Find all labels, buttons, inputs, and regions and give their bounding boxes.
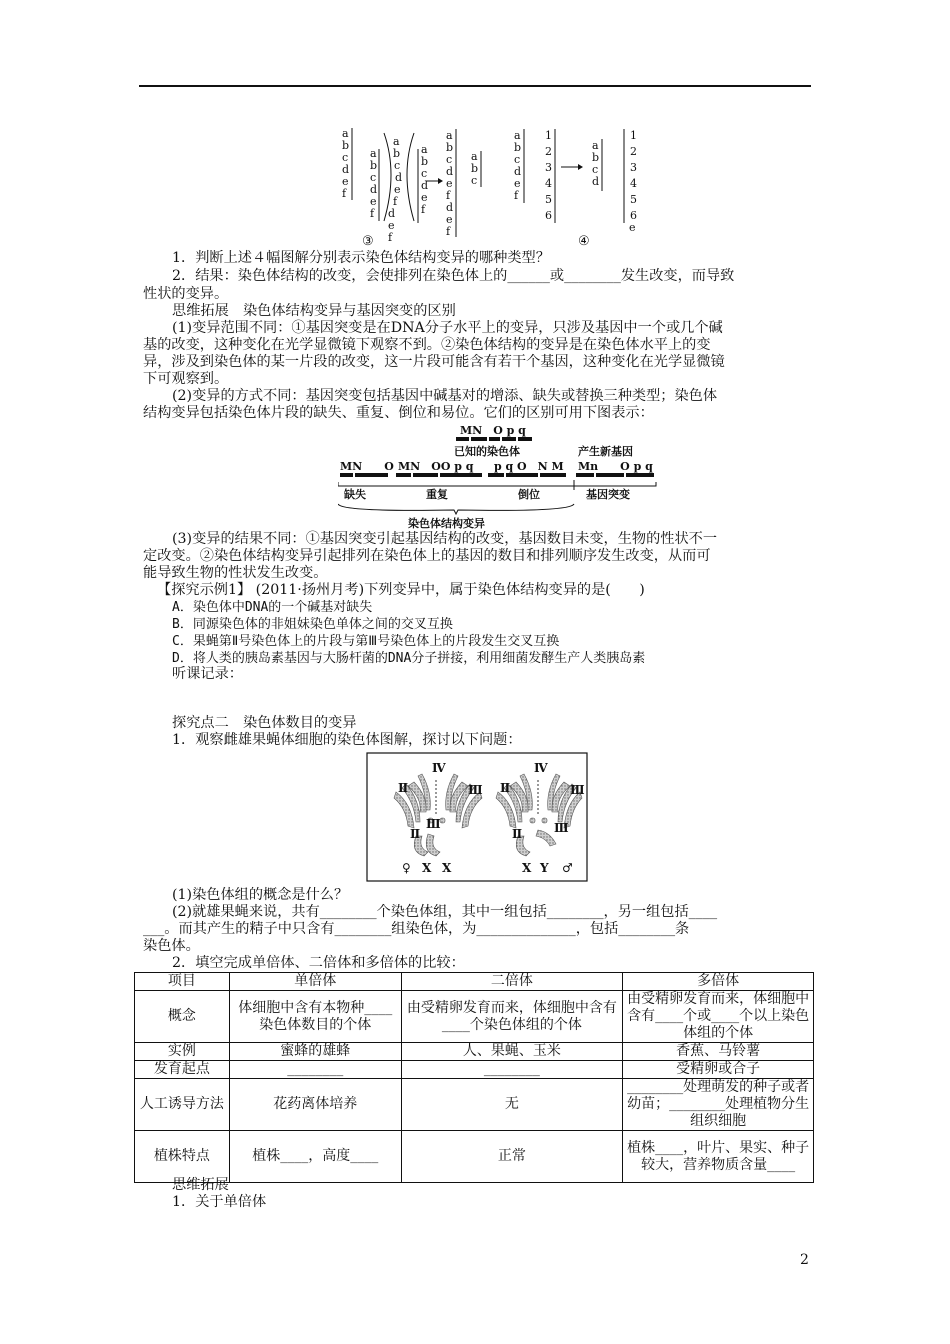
table-cell: 概念 [135, 991, 230, 1043]
svg-text:a: a [342, 127, 349, 140]
sub-question-1: (1)染色体组的概念是什么？ [172, 887, 349, 903]
para-2: (2)变异的方式不同：基因突变包括基因中碱基对的增添、缺失或替换三种类型；染色体 [172, 388, 718, 404]
svg-text:c: c [370, 171, 377, 184]
table-cell: 植株____，高度____ [229, 1131, 401, 1183]
para-1-line2: 基的改变，这种变化在光学显微镜下观察不到。②染色体结构的变异是在染色体水平上的变 [143, 337, 711, 353]
option-b: B．同源染色体的非姐妹染色单体之间的交叉互换 [172, 617, 453, 632]
table-cell: 人工诱导方法 [135, 1079, 230, 1131]
table-cell: 植株特点 [135, 1131, 230, 1183]
svg-text:♂: ♂ [562, 861, 573, 875]
svg-text:b: b [446, 141, 454, 154]
table-cell: 无 [401, 1079, 623, 1131]
svg-text:c: c [471, 174, 478, 187]
table-cell: 实例 [135, 1043, 230, 1061]
svg-text:p q O N M: p q O N M [494, 460, 564, 473]
svg-text:f: f [388, 231, 393, 244]
table-cell: 正常 [401, 1131, 623, 1183]
about-haploid: 1．关于单倍体 [172, 1194, 267, 1210]
svg-text:e: e [388, 219, 395, 232]
svg-text:Ⅱ: Ⅱ [512, 827, 523, 841]
think-extension-2-title: 思维拓展 [172, 1177, 229, 1193]
svg-text:Ⅲ: Ⅲ [426, 817, 441, 831]
table-cell: ________处理萌发的种子或者幼苗；________处理植物分生组织细胞 [623, 1079, 814, 1131]
svg-text:c: c [421, 167, 428, 180]
svg-text:Mn O p q: Mn O p q [578, 460, 653, 473]
fig3-original-chromosome [342, 127, 352, 200]
svg-text:5: 5 [630, 193, 637, 206]
svg-text:1: 1 [630, 129, 637, 142]
sub-question-2: (2)就雄果蝇来说，共有________个染色体组，其中一组包括________，另一组包括____ [172, 904, 718, 920]
table-cell: 由受精卵发育而来，体细胞中含有____个染色体组的个体 [401, 991, 623, 1043]
table-cell: 由受精卵发育而来，体细胞中含有____个或____个以上染色体组的个体 [623, 991, 814, 1043]
svg-text:b: b [471, 162, 479, 175]
para-3-line2: 定改变。②染色体结构变异引起排列在染色体上的基因的数目和排列顺序发生改变，从而可 [143, 548, 711, 564]
para-1: (1)变异范围不同：①基因突变是在DNA分子水平上的变异，只涉及基因中一个或几个碱 [172, 320, 723, 336]
svg-text:2: 2 [630, 145, 637, 158]
fig3-crossing-chromosomes [384, 133, 428, 244]
svg-text:3: 3 [545, 161, 552, 174]
header-rule [139, 85, 811, 87]
svg-text:a: a [393, 135, 400, 148]
table-cell: 受精卵或合子 [623, 1061, 814, 1079]
table-header-cell: 多倍体 [623, 973, 814, 991]
svg-text:a: a [370, 147, 377, 160]
svg-text:Ⅳ: Ⅳ [432, 761, 446, 775]
variant-chromosome-bars [340, 473, 654, 477]
svg-text:1: 1 [545, 129, 552, 142]
svg-text:b: b [514, 141, 522, 154]
svg-text:c: c [514, 153, 521, 166]
svg-text:Ⅳ: Ⅳ [534, 761, 548, 775]
ploidy-comparison-table [134, 972, 814, 1183]
svg-text:a: a [446, 129, 453, 142]
svg-text:f: f [342, 187, 347, 200]
table-row [135, 1061, 814, 1079]
question-2: 2．结果：染色体结构的改变，会使排列在染色体上的______或________发生改变，而导致 [172, 268, 735, 284]
para-1-line4: 下可观察到。 [143, 371, 229, 387]
svg-text:f: f [446, 225, 451, 238]
question-2-cont: 性状的变异。 [143, 286, 229, 302]
svg-text:a: a [592, 139, 599, 152]
svg-text:a: a [421, 143, 428, 156]
think-extension-title: 思维拓展 染色体结构变异与基因突变的区别 [172, 303, 456, 319]
option-d: D．将人类的胰岛素基因与大肠杆菌的DNA分子拼接，利用细菌发酵生产人类胰岛素 [172, 651, 646, 666]
svg-text:f: f [514, 189, 519, 202]
table-cell: 植株____，叶片、果实、种子较大，营养物质含量____ [623, 1131, 814, 1183]
table-row [135, 991, 814, 1043]
option-a: A．染色体中DNA的一个碱基对缺失 [172, 600, 373, 615]
variation-comparison-figure [338, 424, 658, 530]
svg-text:d: d [421, 179, 429, 192]
svg-text:f: f [370, 207, 375, 220]
svg-text:MN O: MN O [340, 460, 394, 473]
svg-text:5: 5 [545, 193, 552, 206]
chromosome-variation-figure-3-4 [330, 125, 650, 250]
svg-text:c: c [394, 159, 401, 172]
svg-text:e: e [421, 191, 428, 204]
svg-text:e: e [446, 177, 453, 190]
table-row [135, 973, 814, 991]
svg-text:b: b [393, 147, 401, 160]
svg-text:Ⅱ: Ⅱ [410, 827, 421, 841]
svg-text:b: b [592, 151, 600, 164]
svg-text:d: d [395, 171, 403, 184]
table-cell: 香蕉、马铃薯 [623, 1043, 814, 1061]
svg-text:Ⅲ: Ⅲ [554, 821, 569, 835]
svg-text:c: c [592, 163, 599, 176]
svg-text:d: d [388, 207, 396, 220]
sub-question-2-line3: 染色体。 [143, 938, 200, 954]
svg-text:b: b [342, 139, 350, 152]
option-c: C．果蝇第Ⅱ号染色体上的片段与第Ⅲ号染色体上的片段发生交叉互换 [172, 634, 560, 649]
fruit-fly-chromosome-figure [366, 752, 588, 882]
fig4-chromosomes [514, 129, 637, 234]
svg-text:X: X [522, 861, 532, 875]
svg-text:c: c [342, 151, 349, 164]
svg-text:d: d [592, 175, 600, 188]
fig3-result-chromosomes [426, 129, 481, 238]
svg-text:e: e [514, 177, 521, 190]
svg-text:6: 6 [545, 209, 552, 222]
svg-text:d: d [446, 201, 454, 214]
svg-text:b: b [421, 155, 429, 168]
table-cell: 蜜蜂的雄蜂 [229, 1043, 401, 1061]
svg-text:MN O p q: MN O p q [460, 424, 526, 437]
svg-text:4: 4 [630, 177, 637, 190]
svg-text:Y: Y [540, 861, 549, 875]
svg-text:重复: 重复 [426, 488, 448, 501]
table-cell: 体细胞中含有本物种____染色体数目的个体 [229, 991, 401, 1043]
svg-text:d: d [514, 165, 522, 178]
svg-text:缺失: 缺失 [344, 488, 366, 501]
svg-text:Ⅱ: Ⅱ [398, 781, 409, 795]
page-number: 2 [800, 1252, 809, 1268]
svg-text:f: f [446, 189, 451, 202]
svg-text:a: a [471, 150, 478, 163]
svg-text:MN OO p q: MN OO p q [398, 460, 474, 473]
svg-text:Ⅲ: Ⅲ [468, 783, 483, 797]
svg-text:e: e [394, 183, 401, 196]
example-1-question: 【探究示例1】 (2011·扬州月考)下列变异中，属于染色体结构变异的是( ) [157, 582, 645, 598]
question-1: 1．判断上述４幅图解分别表示染色体结构变异的哪种类型？ [172, 250, 550, 266]
svg-text:③: ③ [362, 234, 374, 249]
table-row [135, 1131, 814, 1183]
table-row [135, 1043, 814, 1061]
svg-text:基因突变: 基因突变 [586, 488, 630, 501]
fig3-second-chromosome [370, 147, 379, 221]
para-1-line3: 异，涉及到染色体的某一片段的改变，这一片段可能含有若干个基因，这种变化在光学显微镜 [143, 354, 725, 370]
svg-text:Ⅱ: Ⅱ [500, 781, 511, 795]
svg-text:b: b [370, 159, 378, 172]
para-3: (3)变异的结果不同：①基因突变引起基因结构的改变，基因数目未变，生物的性状不一 [172, 531, 718, 547]
svg-text:a: a [514, 129, 521, 142]
svg-text:d: d [370, 183, 378, 196]
svg-text:c: c [446, 153, 453, 166]
svg-text:倒位: 倒位 [518, 488, 540, 501]
para-2-line2: 结构变异包括染色体片段的缺失、重复、倒位和易位。它们的区别可用下图表示： [143, 405, 654, 421]
svg-text:e: e [446, 213, 453, 226]
svg-text:已知的染色体: 已知的染色体 [454, 445, 520, 458]
svg-text:染色体结构变异: 染色体结构变异 [408, 517, 485, 530]
section-2-question-1: 1．观察雌雄果蝇体细胞的染色体图解，探讨以下问题： [172, 732, 522, 748]
svg-text:6: 6 [630, 209, 637, 222]
svg-text:产生新基因: 产生新基因 [578, 445, 633, 458]
svg-text:3: 3 [630, 161, 637, 174]
table-cell: 花药离体培养 [229, 1079, 401, 1131]
class-notes: 听课记录： [172, 666, 243, 682]
known-chromosome-bar [456, 437, 532, 441]
sub-question-2-line2: ___。而其产生的精子中只含有________组染色体，为______________，包括________条 [143, 921, 690, 937]
svg-text:d: d [342, 163, 350, 176]
svg-text:f: f [421, 203, 426, 216]
table-cell: 发育起点 [135, 1061, 230, 1079]
svg-text:d: d [446, 165, 454, 178]
section-2-title: 探究点二 染色体数目的变异 [172, 715, 357, 731]
svg-text:4: 4 [545, 177, 552, 190]
table-header-cell: 二倍体 [401, 973, 623, 991]
svg-text:e: e [629, 221, 636, 234]
svg-text:e: e [370, 195, 377, 208]
svg-text:♀: ♀ [402, 861, 411, 875]
table-header-cell: 单倍体 [229, 973, 401, 991]
table-cell: ________ [229, 1061, 401, 1079]
table-row [135, 1079, 814, 1131]
svg-text:f: f [393, 195, 398, 208]
svg-text:④: ④ [578, 234, 590, 249]
svg-text:2: 2 [545, 145, 552, 158]
para-3-line3: 能导致生物的性状发生改变。 [143, 565, 328, 581]
table-header-cell: 项目 [135, 973, 230, 991]
svg-text:X: X [442, 861, 452, 875]
svg-text:Ⅲ: Ⅲ [570, 783, 585, 797]
table-cell: 人、果蝇、玉米 [401, 1043, 623, 1061]
table-cell: ________ [401, 1061, 623, 1079]
svg-text:e: e [342, 175, 349, 188]
section-2-question-2: 2．填空完成单倍体、二倍体和多倍体的比较： [172, 955, 465, 971]
svg-text:X: X [422, 861, 432, 875]
